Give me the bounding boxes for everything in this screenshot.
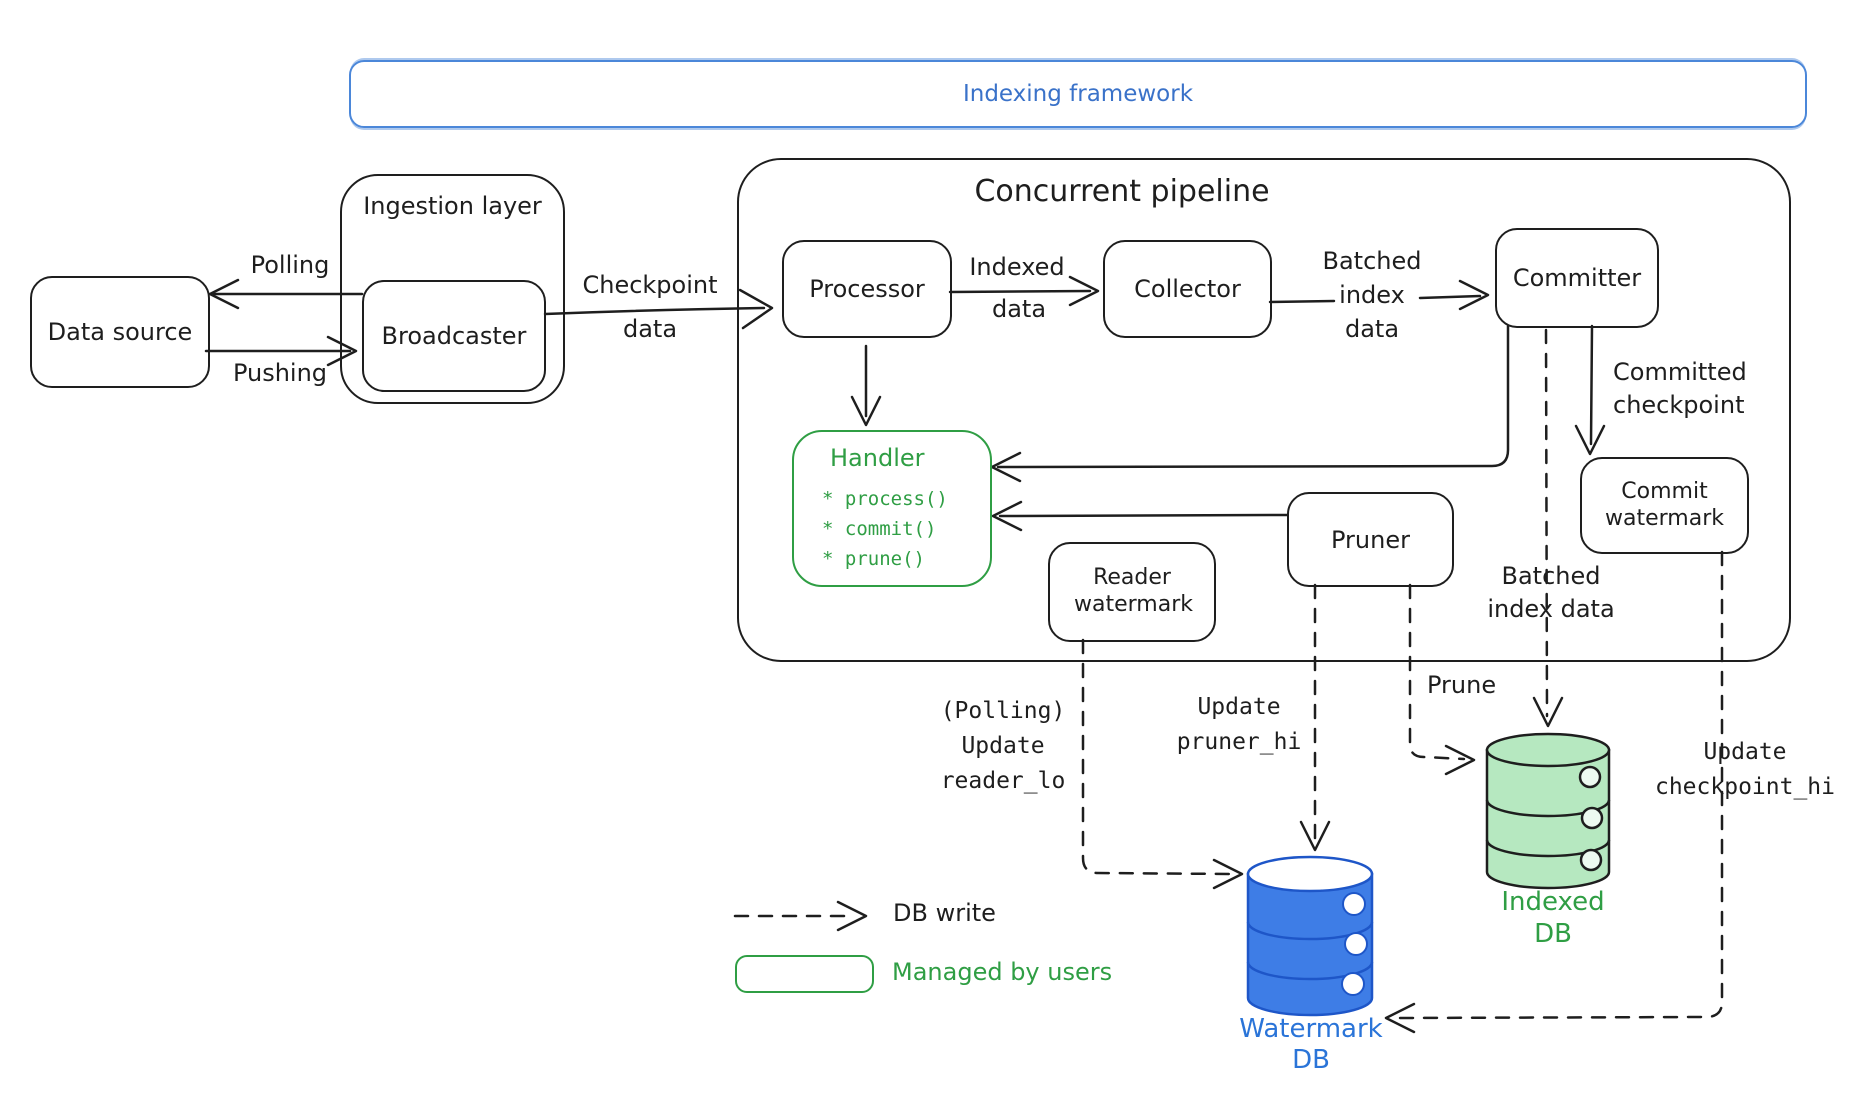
handler-method-prune: * prune() — [822, 548, 925, 570]
banner-title: Indexing framework — [962, 81, 1194, 107]
edge-label-update-checkpoint-hi: Update checkpoint_hi — [1654, 739, 1836, 800]
edge-label-prune: Prune — [1427, 671, 1497, 699]
pruner-label: Pruner — [1331, 525, 1410, 554]
ingestion-layer-title: Ingestion layer — [363, 192, 542, 220]
commit-watermark-label: Commit watermark — [1605, 478, 1724, 531]
edge-label-update-reader-lo: (Polling) Update reader_lo — [940, 698, 1066, 794]
collector-label: Collector — [1134, 275, 1241, 303]
committer-label: Committer — [1512, 264, 1642, 292]
node-handler — [792, 430, 992, 587]
watermark-db-icon — [1248, 857, 1372, 1015]
edge-label-batched-index-top: Batched index data — [1322, 247, 1422, 343]
handler-title: Handler — [830, 444, 925, 472]
edge-label-pushing: Pushing — [232, 359, 328, 387]
node-processor — [782, 240, 952, 338]
edge-label-update-pruner-hi: Update pruner_hi — [1176, 694, 1302, 755]
data-source-label: Data source — [47, 318, 193, 346]
legend-managed-by-users-swatch — [735, 955, 874, 993]
node-broadcaster — [362, 280, 546, 392]
legend-managed-by-users-label: Managed by users — [892, 958, 1113, 986]
reader-watermark-label: Reader watermark — [1074, 565, 1193, 617]
edge-label-checkpoint: Checkpoint — [582, 271, 718, 299]
watermark-db-label: Watermark DB — [1239, 1014, 1383, 1075]
indexed-db-icon — [1487, 734, 1609, 888]
edge-label-committed-checkpoint: Committed checkpoint — [1613, 358, 1747, 419]
indexing-framework-banner — [349, 60, 1807, 128]
concurrent-pipeline-title: Concurrent pipeline — [974, 174, 1270, 209]
broadcaster-label: Broadcaster — [381, 322, 527, 350]
edge-label-batched-index-bottom: Batched index data — [1487, 562, 1615, 623]
edge-label-checkpoint-data: data — [622, 315, 678, 343]
edge-label-indexed: Indexed — [969, 253, 1065, 281]
handler-method-commit: * commit() — [822, 518, 937, 540]
indexed-db-label: Indexed DB — [1501, 887, 1605, 949]
node-data-source — [30, 276, 210, 388]
node-pruner — [1287, 492, 1454, 587]
legend-db-write-label: DB write — [893, 899, 996, 927]
processor-label: Processor — [809, 275, 925, 303]
node-reader-watermark — [1048, 542, 1216, 642]
node-commit-watermark — [1580, 457, 1749, 554]
handler-method-process: * process() — [822, 488, 948, 510]
edge-label-polling: Polling — [250, 251, 330, 279]
node-committer — [1495, 228, 1659, 328]
handler-methods — [822, 484, 948, 574]
edge-label-indexed-data: data — [991, 295, 1047, 323]
node-collector — [1103, 240, 1272, 338]
